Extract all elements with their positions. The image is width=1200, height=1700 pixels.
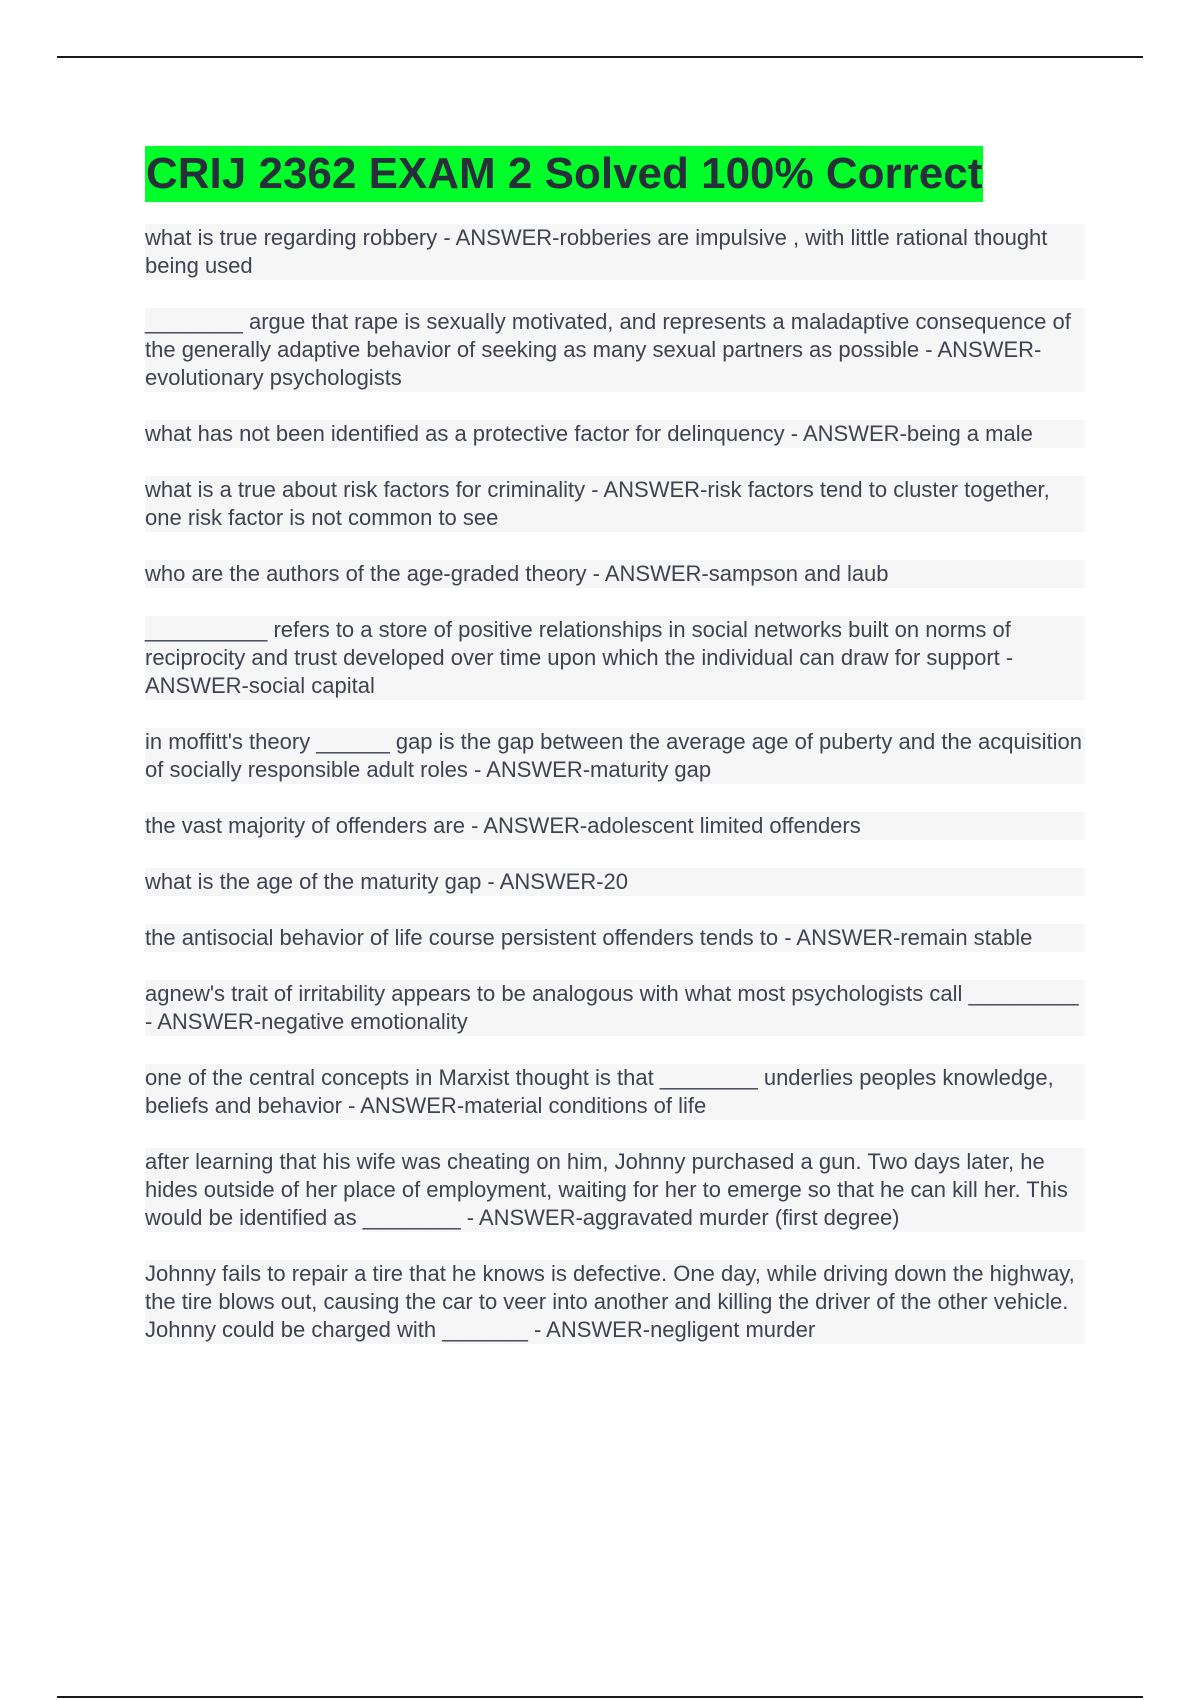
qa-item: ________ argue that rape is sexually motivated, and represents a maladaptive consequence of the generally adaptive behavior of seeking as many sexual partners as possible - ANSWER-evolutionary psychologists (145, 308, 1085, 392)
qa-item: who are the authors of the age-graded theory - ANSWER-sampson and laub (145, 560, 1085, 588)
qa-item: the vast majority of offenders are - ANSWER-adolescent limited offenders (145, 812, 1085, 840)
qa-item: agnew's trait of irritability appears to be analogous with what most psychologists call _________ - ANSWER-negative emotionality (145, 980, 1085, 1036)
top-rule (57, 56, 1143, 58)
qa-item: what has not been identified as a protective factor for delinquency - ANSWER-being a male (145, 420, 1085, 448)
document-title: CRIJ 2362 EXAM 2 Solved 100% Correct (145, 146, 983, 202)
qa-item: what is the age of the maturity gap - ANSWER-20 (145, 868, 1085, 896)
document-body (145, 146, 1090, 1372)
qa-item: what is true regarding robbery - ANSWER-robberies are impulsive , with little rational thought being used (145, 224, 1085, 280)
qa-item: __________ refers to a store of positive relationships in social networks built on norms of reciprocity and trust developed over time upon which the individual can draw for support - ANSWER-social capital (145, 616, 1085, 700)
qa-item: one of the central concepts in Marxist thought is that ________ underlies peoples knowledge, beliefs and behavior - ANSWER-material conditions of life (145, 1064, 1085, 1120)
qa-item: in moffitt's theory ______ gap is the gap between the average age of puberty and the acquisition of socially responsible adult roles - ANSWER-maturity gap (145, 728, 1085, 784)
qa-item: Johnny fails to repair a tire that he knows is defective. One day, while driving down the highway, the tire blows out, causing the car to veer into another and killing the driver of the other vehicle. Johnny could be charged with _______ - ANSWER-negligent murder (145, 1260, 1085, 1344)
bottom-rule (57, 1696, 1143, 1698)
title-row (145, 146, 1090, 202)
qa-item: after learning that his wife was cheating on him, Johnny purchased a gun. Two days later, he hides outside of her place of employment, waiting for her to emerge so that he can kill her. This would be identified as ________ - ANSWER-aggravated murder (first degree) (145, 1148, 1085, 1232)
qa-item: what is a true about risk factors for criminality - ANSWER-risk factors tend to cluster together, one risk factor is not common to see (145, 476, 1085, 532)
qa-item: the antisocial behavior of life course persistent offenders tends to - ANSWER-remain stable (145, 924, 1085, 952)
